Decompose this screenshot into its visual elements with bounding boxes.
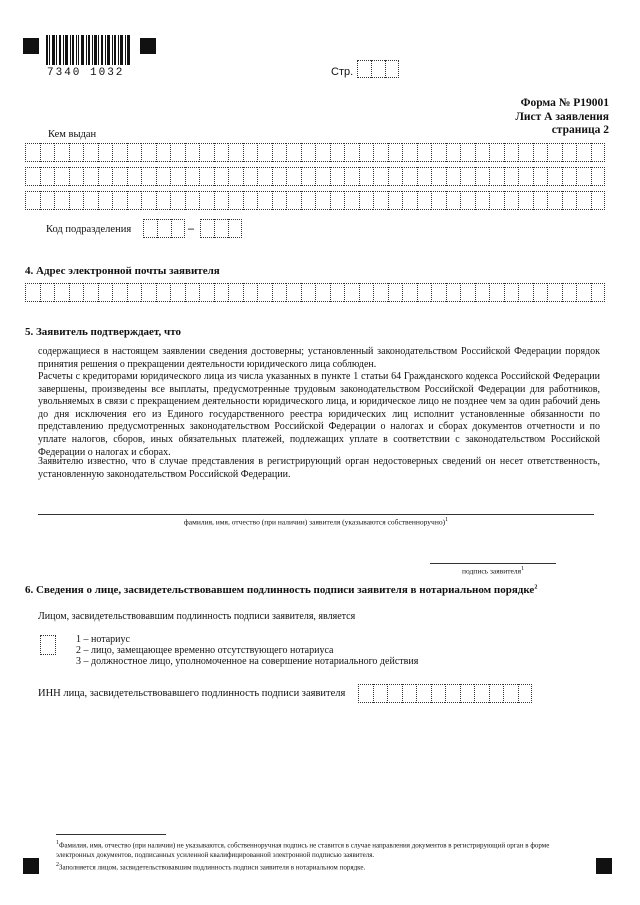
input-cell[interactable] — [460, 191, 475, 210]
input-cell[interactable] — [504, 167, 519, 186]
input-cell[interactable] — [185, 283, 200, 302]
input-cell[interactable] — [315, 283, 330, 302]
input-cell[interactable] — [156, 143, 171, 162]
input-cell[interactable] — [446, 143, 461, 162]
input-cell[interactable] — [547, 191, 562, 210]
input-cell[interactable] — [156, 167, 171, 186]
input-cell[interactable] — [533, 283, 548, 302]
section-6-title: 6. Сведения о лице, засвидетельствовавшем подлинность подписи заявителя в нотариальном порядке$^2$ — [25, 584, 538, 596]
input-cell[interactable] — [185, 143, 200, 162]
input-cell[interactable] — [170, 191, 185, 210]
input-cell[interactable] — [330, 283, 345, 302]
input-cell[interactable] — [533, 143, 548, 162]
input-cell[interactable] — [388, 191, 403, 210]
input-cell[interactable] — [504, 143, 519, 162]
input-cell[interactable] — [576, 191, 591, 210]
input-cell[interactable] — [330, 191, 345, 210]
notary-inn-label: ИНН лица, засвидетельствовавшего подлинность подписи заявителя — [38, 688, 346, 699]
input-cell[interactable] — [228, 283, 243, 302]
input-cell[interactable] — [460, 283, 475, 302]
input-cell[interactable] — [127, 283, 142, 302]
issued-by-row-1[interactable] — [25, 143, 605, 162]
input-cell[interactable] — [460, 684, 475, 703]
applicant-name-line — [38, 514, 594, 515]
input-cell[interactable] — [475, 167, 490, 186]
division-code-dash: – — [188, 221, 194, 235]
input-cell[interactable] — [98, 167, 113, 186]
input-cell[interactable] — [272, 167, 287, 186]
email-field[interactable] — [25, 283, 605, 302]
input-cell[interactable] — [54, 143, 69, 162]
section-5-paragraph-2: Расчеты с кредиторами юридического лица из числа указанных в пункте 1 статьи 64 Гражданского кодекса Российской Федерации завершены, произведены все выплаты, предусмотренные трудовым законодательством Российской Федерации для работников, увольняемых в связи с прекращением деятельности юридического лица, и юридическое лицо не позднее чем за один рабочий день до дня исключения его из Единого государственного реестра юридических лиц исполнит установленные обязанности по представлению предусмотренных законодательством Российской Федерации о налогах и сборах документов отчетности и по уплате налогов, сборов, иных обязательных платежей, подлежащих уплате в соответствии с законодательством Российской Федерации о налогах и сборах. — [38, 371, 600, 458]
page-number-field[interactable] — [357, 60, 399, 78]
input-cell[interactable] — [272, 143, 287, 162]
corner-marker-bottom-left — [23, 858, 39, 874]
input-cell[interactable] — [417, 143, 432, 162]
input-cell[interactable] — [402, 283, 417, 302]
input-cell[interactable] — [562, 167, 577, 186]
input-cell[interactable] — [54, 191, 69, 210]
input-cell[interactable] — [40, 167, 55, 186]
input-cell[interactable] — [460, 143, 475, 162]
input-cell[interactable] — [243, 167, 258, 186]
input-cell[interactable] — [141, 191, 156, 210]
issued-by-row-2[interactable] — [25, 167, 605, 186]
input-cell[interactable] — [591, 191, 606, 210]
input-cell[interactable] — [40, 283, 55, 302]
barcode-number: 7340 1032 — [47, 67, 125, 79]
input-cell[interactable] — [127, 143, 142, 162]
input-cell[interactable] — [388, 167, 403, 186]
input-cell[interactable] — [170, 167, 185, 186]
input-cell[interactable] — [402, 191, 417, 210]
input-cell[interactable] — [199, 283, 214, 302]
input-cell[interactable] — [503, 684, 518, 703]
input-cell[interactable] — [489, 283, 504, 302]
input-cell[interactable] — [286, 283, 301, 302]
input-cell[interactable] — [286, 167, 301, 186]
input-cell[interactable] — [562, 191, 577, 210]
input-cell[interactable] — [373, 283, 388, 302]
corner-marker-top-right — [140, 38, 156, 54]
input-cell[interactable] — [518, 167, 533, 186]
input-cell[interactable] — [185, 191, 200, 210]
input-cell[interactable] — [170, 283, 185, 302]
input-cell[interactable] — [54, 283, 69, 302]
input-cell[interactable] — [214, 283, 229, 302]
input-cell[interactable] — [576, 143, 591, 162]
input-cell[interactable] — [489, 191, 504, 210]
applicant-signature-caption: подпись заявителя$^1$ — [461, 566, 525, 576]
input-cell[interactable] — [576, 167, 591, 186]
input-cell[interactable] — [272, 283, 287, 302]
input-cell[interactable] — [83, 283, 98, 302]
input-cell[interactable] — [257, 143, 272, 162]
input-cell[interactable] — [170, 143, 185, 162]
notary-type-field[interactable] — [40, 635, 56, 655]
input-cell[interactable] — [127, 167, 142, 186]
input-cell[interactable] — [445, 684, 460, 703]
input-cell[interactable] — [98, 143, 113, 162]
input-cell[interactable] — [156, 283, 171, 302]
input-cell[interactable] — [301, 283, 316, 302]
input-cell[interactable] — [112, 283, 127, 302]
input-cell[interactable] — [83, 167, 98, 186]
input-cell[interactable] — [141, 283, 156, 302]
input-cell[interactable] — [359, 143, 374, 162]
input-cell[interactable] — [387, 684, 402, 703]
input-cell[interactable] — [69, 191, 84, 210]
input-cell[interactable] — [518, 283, 533, 302]
notary-option-1: 1 – нотариус — [76, 634, 130, 645]
input-cell[interactable] — [243, 191, 258, 210]
issued-by-label: Кем выдан — [48, 129, 97, 140]
corner-marker-top-left — [23, 38, 39, 54]
input-cell[interactable] — [199, 191, 214, 210]
input-cell[interactable] — [591, 283, 606, 302]
division-code-label: Код подразделения — [46, 224, 132, 235]
footnote-2: $^2$Заполняется лицом, засвидетельствовавшим подлинность подписи заявителя в нотариальном порядке. — [56, 862, 366, 872]
division-code-part-1[interactable] — [143, 219, 185, 238]
input-cell[interactable] — [359, 167, 374, 186]
input-cell[interactable] — [69, 283, 84, 302]
input-cell[interactable] — [315, 167, 330, 186]
input-cell[interactable] — [504, 283, 519, 302]
input-cell[interactable] — [25, 143, 40, 162]
input-cell[interactable] — [547, 143, 562, 162]
input-cell[interactable] — [98, 191, 113, 210]
input-cell[interactable] — [40, 143, 55, 162]
input-cell[interactable] — [127, 191, 142, 210]
input-cell[interactable] — [25, 283, 40, 302]
input-cell[interactable] — [257, 167, 272, 186]
section-4-title: 4. Адрес электронной почты заявителя — [25, 265, 220, 277]
input-cell[interactable] — [576, 283, 591, 302]
input-cell[interactable] — [446, 167, 461, 186]
input-cell[interactable] — [504, 191, 519, 210]
corner-marker-bottom-right — [596, 858, 612, 874]
input-cell[interactable] — [533, 167, 548, 186]
input-cell[interactable] — [359, 191, 374, 210]
input-cell[interactable] — [344, 283, 359, 302]
sheet-title: Лист А заявления — [515, 111, 609, 123]
input-cell[interactable] — [214, 143, 229, 162]
input-cell[interactable] — [373, 684, 388, 703]
section-5-title: 5. Заявитель подтверждает, что — [25, 326, 181, 338]
input-cell[interactable] — [344, 143, 359, 162]
input-cell[interactable] — [475, 283, 490, 302]
input-cell[interactable] — [388, 283, 403, 302]
division-code-part-2[interactable] — [200, 219, 242, 238]
page-number-label: Стр. — [331, 66, 354, 78]
input-cell[interactable] — [591, 143, 606, 162]
input-cell[interactable] — [431, 684, 446, 703]
input-cell[interactable] — [402, 167, 417, 186]
input-cell[interactable] — [112, 167, 127, 186]
input-cell[interactable] — [243, 283, 258, 302]
input-cell[interactable] — [388, 143, 403, 162]
input-cell[interactable] — [475, 191, 490, 210]
input-cell[interactable] — [272, 191, 287, 210]
input-cell[interactable] — [344, 167, 359, 186]
section-5-paragraph-3: Заявителю известно, что в случае представления в регистрирующий орган недостоверных сведений он несет ответственность, установленную законодательством Российской Федерации. — [38, 456, 600, 480]
input-cell[interactable] — [489, 167, 504, 186]
input-cell[interactable] — [475, 143, 490, 162]
footnote-1: $^1$Фамилия, имя, отчество (при наличии) не указываются, собственноручная подпись не ставится в случае направления документов в регистрирующий орган в форме электронных документов, подписанных усиленной квалифицированной электронной подписью заявителя. — [56, 840, 550, 860]
input-cell[interactable] — [25, 167, 40, 186]
input-cell[interactable] — [533, 191, 548, 210]
input-cell[interactable] — [185, 167, 200, 186]
input-cell[interactable] — [562, 283, 577, 302]
input-cell[interactable] — [257, 191, 272, 210]
input-cell[interactable] — [489, 684, 504, 703]
input-cell[interactable] — [286, 191, 301, 210]
applicant-name-caption: фамилия, имя, отчество (при наличии) заявителя (указываются собственноручно)$^1$ — [183, 517, 449, 527]
input-cell[interactable] — [301, 191, 316, 210]
input-cell[interactable] — [141, 143, 156, 162]
footnote-separator — [56, 834, 166, 835]
input-cell[interactable] — [228, 167, 243, 186]
input-cell[interactable] — [286, 143, 301, 162]
barcode — [46, 35, 130, 65]
notary-option-2: 2 – лицо, замещающее временно отсутствующего нотариуса — [76, 645, 334, 656]
input-cell[interactable] — [69, 167, 84, 186]
input-cell[interactable] — [315, 143, 330, 162]
input-cell[interactable] — [112, 191, 127, 210]
input-cell[interactable] — [359, 283, 374, 302]
input-cell[interactable] — [431, 283, 446, 302]
input-cell[interactable] — [243, 143, 258, 162]
input-cell[interactable] — [562, 143, 577, 162]
applicant-signature-line — [430, 563, 556, 564]
input-cell[interactable] — [489, 143, 504, 162]
input-cell[interactable] — [40, 191, 55, 210]
input-cell[interactable] — [518, 684, 533, 703]
input-cell[interactable] — [25, 191, 40, 210]
input-cell[interactable] — [54, 167, 69, 186]
input-cell[interactable] — [373, 167, 388, 186]
input-cell[interactable] — [214, 191, 229, 210]
input-cell[interactable] — [518, 191, 533, 210]
section-5-paragraph-1: содержащиеся в настоящем заявлении сведения достоверны; установленный законодательством Российской Федерации порядок принятия решения о прекращении деятельности юридического лица соблюден. — [38, 346, 600, 370]
input-cell[interactable] — [431, 167, 446, 186]
input-cell[interactable] — [446, 283, 461, 302]
input-cell[interactable] — [431, 191, 446, 210]
input-cell[interactable] — [301, 167, 316, 186]
input-cell[interactable] — [98, 283, 113, 302]
input-cell[interactable] — [358, 684, 373, 703]
input-cell[interactable] — [83, 143, 98, 162]
input-cell[interactable] — [402, 684, 417, 703]
input-cell[interactable] — [431, 143, 446, 162]
input-cell[interactable] — [474, 684, 489, 703]
input-cell[interactable] — [69, 143, 84, 162]
input-cell[interactable] — [199, 143, 214, 162]
input-cell[interactable] — [257, 283, 272, 302]
input-cell[interactable] — [591, 167, 606, 186]
input-cell[interactable] — [228, 191, 243, 210]
form-title: Форма № Р19001 — [520, 97, 609, 109]
input-cell[interactable] — [373, 191, 388, 210]
issued-by-row-3[interactable] — [25, 191, 605, 210]
notary-option-3: 3 – должностное лицо, уполномоченное на совершение нотариального действия — [76, 656, 419, 667]
input-cell[interactable] — [446, 191, 461, 210]
sheet-page: страница 2 — [551, 124, 609, 136]
input-cell[interactable] — [301, 143, 316, 162]
input-cell[interactable] — [416, 684, 431, 703]
input-cell[interactable] — [518, 143, 533, 162]
input-cell[interactable] — [228, 143, 243, 162]
input-cell[interactable] — [112, 143, 127, 162]
input-cell[interactable] — [330, 167, 345, 186]
input-cell[interactable] — [199, 167, 214, 186]
notary-type-intro: Лицом, засвидетельствовавшим подлинность подписи заявителя, является — [38, 611, 356, 622]
input-cell[interactable] — [156, 191, 171, 210]
input-cell[interactable] — [373, 143, 388, 162]
input-cell[interactable] — [417, 283, 432, 302]
input-cell[interactable] — [547, 167, 562, 186]
input-cell[interactable] — [402, 143, 417, 162]
input-cell[interactable] — [330, 143, 345, 162]
input-cell[interactable] — [547, 283, 562, 302]
input-cell[interactable] — [214, 167, 229, 186]
input-cell[interactable] — [417, 167, 432, 186]
input-cell[interactable] — [83, 191, 98, 210]
notary-inn-field[interactable] — [358, 684, 532, 703]
input-cell[interactable] — [141, 167, 156, 186]
input-cell[interactable] — [460, 167, 475, 186]
input-cell[interactable] — [417, 191, 432, 210]
input-cell[interactable] — [315, 191, 330, 210]
input-cell[interactable] — [344, 191, 359, 210]
